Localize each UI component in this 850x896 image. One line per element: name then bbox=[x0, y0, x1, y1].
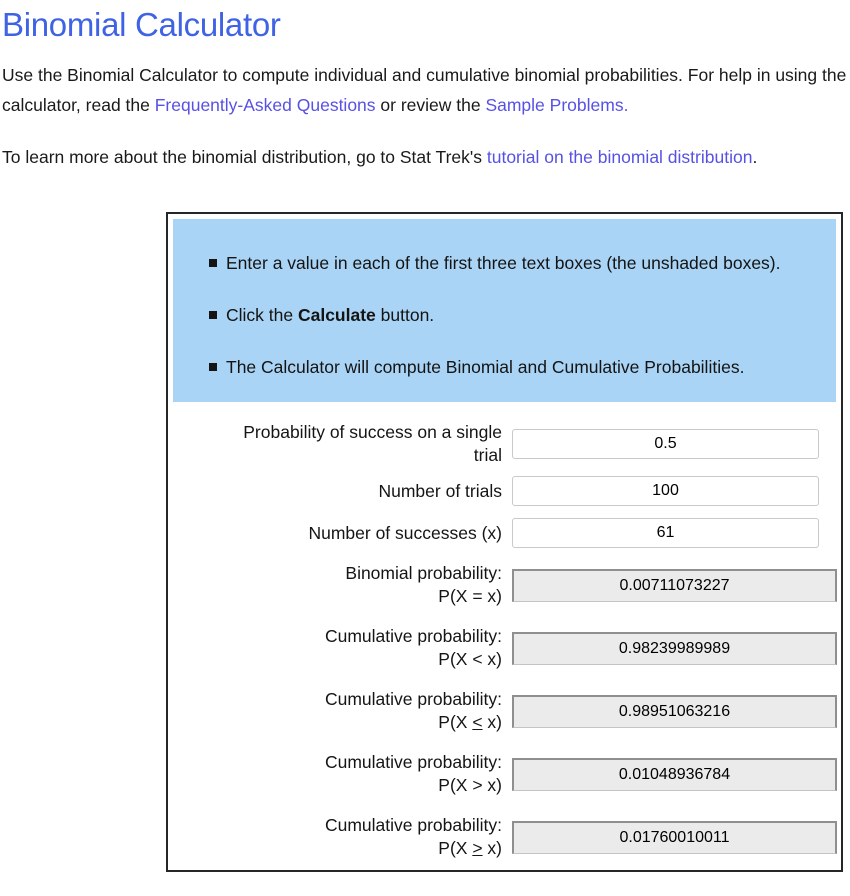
form-row-binomial-probability bbox=[168, 562, 841, 608]
cumulative-gt-label bbox=[168, 751, 502, 797]
instruction-2-suffix: button. bbox=[375, 305, 435, 325]
instruction-text-3: The Calculator will compute Binomial and Cumulative Probabilities. bbox=[226, 357, 745, 377]
probability-label-line1: Probability of success on a single bbox=[243, 422, 502, 442]
expression-suffix: x) bbox=[482, 838, 502, 858]
form-row-successes bbox=[168, 518, 841, 548]
form-row-probability bbox=[168, 421, 841, 467]
binomial-probability-output bbox=[512, 569, 837, 602]
cumulative-le-expression bbox=[438, 712, 502, 732]
intro-line2-prefix: calculator, read the bbox=[2, 95, 155, 115]
form-row-cumulative-lt bbox=[168, 625, 841, 671]
binomial-tutorial-link[interactable]: tutorial on the binomial distribution bbox=[486, 147, 753, 167]
form-row-cumulative-gt bbox=[168, 751, 841, 797]
tutorial-period: . bbox=[752, 147, 758, 167]
instruction-text-1: Enter a value in each of the first three text boxes (the unshaded boxes). bbox=[226, 253, 781, 273]
binomial-probability-control bbox=[512, 569, 837, 602]
probability-control bbox=[512, 429, 819, 459]
tutorial-line bbox=[2, 142, 850, 172]
cumulative-ge-label-line1: Cumulative probability: bbox=[324, 815, 502, 835]
cumulative-ge-control bbox=[512, 821, 837, 854]
page-title: Binomial Calculator bbox=[2, 6, 281, 43]
number-of-successes-input[interactable] bbox=[512, 518, 819, 548]
instruction-text-2 bbox=[226, 300, 434, 330]
probability-label bbox=[168, 421, 502, 467]
expression-suffix: x) bbox=[482, 586, 502, 606]
bullet-square-icon bbox=[209, 259, 217, 267]
cumulative-lt-control bbox=[512, 632, 837, 665]
expression-suffix: x) bbox=[482, 649, 502, 669]
expression-prefix: P(X bbox=[438, 775, 473, 795]
intro-line-1: Use the Binomial Calculator to compute individual and cumulative binomial probabilities. For help in using the bbox=[2, 65, 847, 85]
intro-line-2 bbox=[2, 90, 850, 120]
tutorial-paragraph bbox=[2, 142, 850, 172]
number-of-trials-input[interactable] bbox=[512, 476, 819, 506]
cumulative-le-label-line1: Cumulative probability: bbox=[324, 689, 502, 709]
expression-operator: > bbox=[472, 775, 483, 795]
cumulative-le-control bbox=[512, 695, 837, 728]
binomial-probability-label bbox=[168, 562, 502, 608]
expression-operator: = bbox=[472, 586, 483, 606]
instruction-item-3 bbox=[209, 352, 810, 382]
instruction-item-1 bbox=[209, 248, 810, 278]
binomial-probability-label-line1: Binomial probability: bbox=[345, 563, 502, 583]
cumulative-lt-label-line1: Cumulative probability: bbox=[324, 626, 502, 646]
expression-suffix: x) bbox=[482, 775, 502, 795]
probability-label-line2: trial bbox=[473, 445, 502, 465]
expression-operator: > bbox=[472, 838, 483, 858]
faq-link[interactable]: Frequently-Asked Questions bbox=[154, 95, 376, 115]
tutorial-prefix: To learn more about the binomial distribution, go to Stat Trek's bbox=[2, 147, 487, 167]
instruction-2-prefix: Click the bbox=[226, 305, 298, 325]
cumulative-ge-label bbox=[168, 814, 502, 860]
cumulative-gt-expression bbox=[438, 775, 502, 795]
probability-of-success-input[interactable] bbox=[512, 429, 819, 459]
expression-prefix: P(X bbox=[438, 712, 473, 732]
successes-label-text: Number of successes (x) bbox=[308, 522, 502, 543]
binomial-probability-expression bbox=[438, 586, 502, 606]
expression-prefix: P(X bbox=[438, 586, 473, 606]
cumulative-gt-control bbox=[512, 758, 837, 791]
bullet-square-icon bbox=[209, 311, 217, 319]
bullet-square-icon bbox=[209, 363, 217, 371]
calculator-form bbox=[168, 407, 841, 870]
cumulative-lt-expression bbox=[438, 649, 502, 669]
calculate-emphasis: Calculate bbox=[297, 305, 376, 325]
sample-problems-link[interactable]: Sample Problems. bbox=[485, 95, 629, 115]
successes-control bbox=[512, 518, 819, 548]
intro-line2-middle: or review the bbox=[375, 95, 486, 115]
expression-prefix: P(X bbox=[438, 838, 473, 858]
instruction-item-2 bbox=[209, 300, 810, 330]
trials-label-text: Number of trials bbox=[378, 480, 502, 501]
form-row-cumulative-le bbox=[168, 688, 841, 734]
cumulative-le-label bbox=[168, 688, 502, 734]
form-row-cumulative-ge bbox=[168, 814, 841, 860]
cumulative-ge-expression bbox=[438, 838, 502, 858]
cumulative-gt-output bbox=[512, 758, 837, 791]
trials-label bbox=[168, 480, 502, 503]
intro-paragraph bbox=[2, 60, 850, 120]
successes-label bbox=[168, 522, 502, 545]
form-row-trials bbox=[168, 476, 841, 506]
expression-suffix: x) bbox=[482, 712, 502, 732]
trials-control bbox=[512, 476, 819, 506]
cumulative-lt-output bbox=[512, 632, 837, 665]
expression-operator: < bbox=[472, 712, 483, 732]
expression-prefix: P(X bbox=[438, 649, 473, 669]
instructions-box bbox=[173, 219, 836, 402]
cumulative-le-output bbox=[512, 695, 837, 728]
cumulative-gt-label-line1: Cumulative probability: bbox=[324, 752, 502, 772]
expression-operator: < bbox=[472, 649, 483, 669]
cumulative-lt-label bbox=[168, 625, 502, 671]
cumulative-ge-output bbox=[512, 821, 837, 854]
calculator-panel bbox=[166, 212, 843, 872]
